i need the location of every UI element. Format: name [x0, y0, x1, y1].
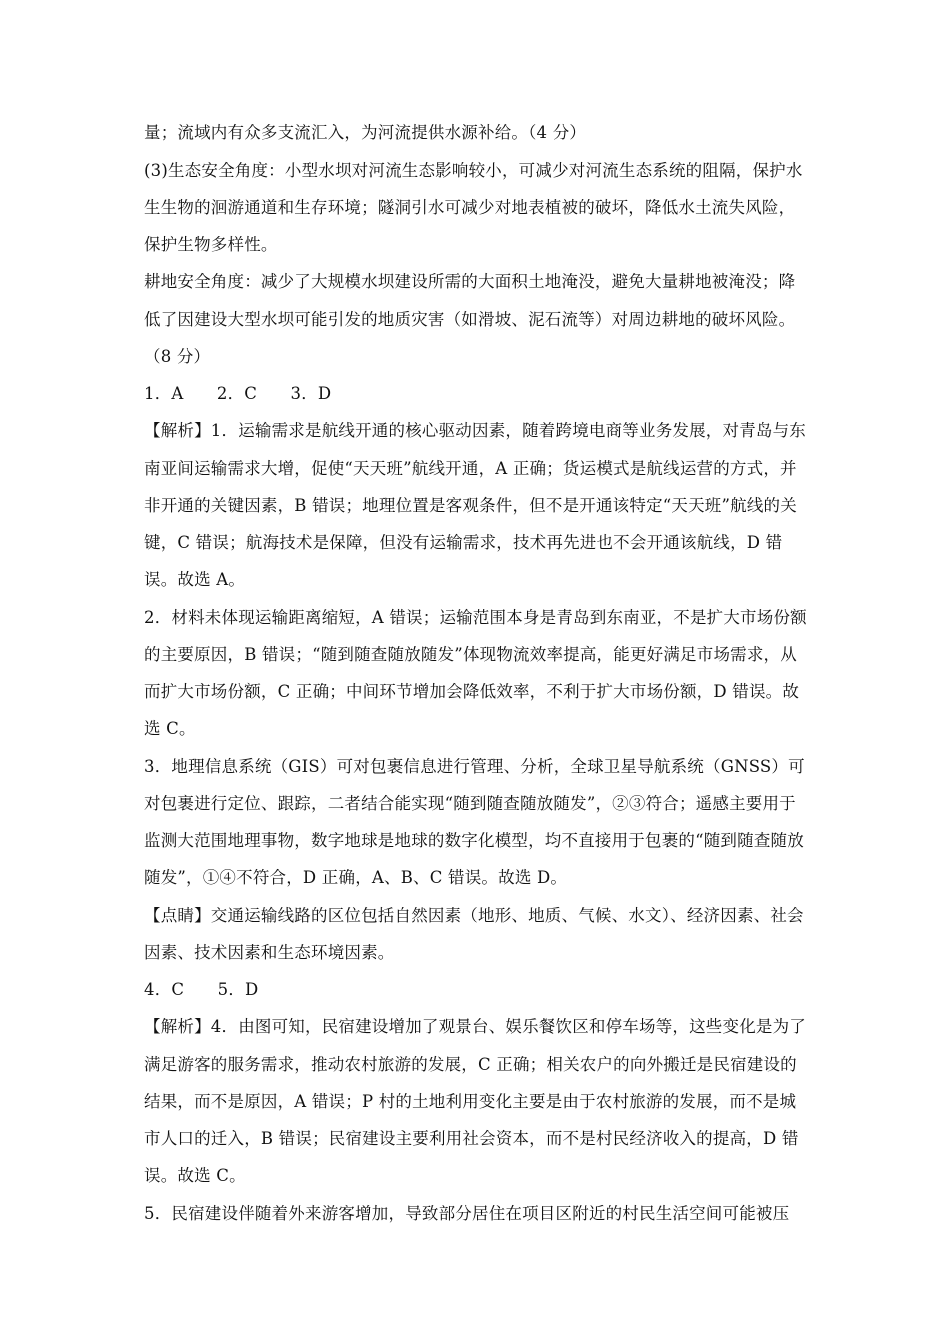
text-line: 南亚间运输需求大增，促使“天天班”航线开通，A 正确；货运模式是航线运营的方式，并 — [144, 459, 797, 478]
text-line: 因素、技术因素和生态环境因素。 — [144, 943, 395, 962]
text-line: 市人口的迁入，B 错误；民宿建设主要利用社会资本，而不是村民经济收入的提高，D 错 — [144, 1129, 799, 1148]
text-line: （8 分） — [144, 347, 211, 366]
text-line: 误。故选 C。 — [144, 1166, 246, 1185]
text-line: 【解析】1．运输需求是航线开通的核心驱动因素，随着跨境电商等业务发展，对青岛与东 — [144, 421, 806, 440]
text-line: 结果，而不是原因，A 错误；P 村的土地利用变化主要是由于农村旅游的发展，而不是城 — [144, 1092, 797, 1111]
text-line: 监测大范围地理事物，数字地球是地球的数字化模型，均不直接用于包裹的“随到随查随放 — [144, 831, 804, 850]
text-line: 低了因建设大型水坝可能引发的地质灾害（如滑坡、泥石流等）对周边耕地的破坏风险。 — [144, 310, 796, 329]
text-line: 保护生物多样性。 — [144, 235, 278, 254]
answer-line: 4．C 5．D — [144, 980, 259, 999]
text-line: 生生物的洄游通道和生存环境；隧洞引水可减少对地表植被的破坏，降低水土流失风险， — [144, 198, 796, 217]
text-line: 误。故选 A。 — [144, 570, 246, 589]
text-line: 非开通的关键因素，B 错误；地理位置是客观条件，但不是开通该特定“天天班”航线的关 — [144, 496, 797, 515]
text-line: (3)生态安全角度：小型水坝对河流生态影响较小，可减少对河流生态系统的阻隔，保护水 — [144, 161, 803, 180]
text-line: 满足游客的服务需求，推动农村旅游的发展，C 正确；相关农户的向外搬迁是民宿建设的 — [144, 1055, 797, 1074]
text-line: 耕地安全角度：减少了大规模水坝建设所需的大面积土地淹没，避免大量耕地被淹没；降 — [144, 272, 796, 291]
text-line: 选 C。 — [144, 719, 196, 738]
text-line: 2．材料未体现运输距离缩短，A 错误；运输范围本身是青岛到东南亚，不是扩大市场份额 — [144, 608, 807, 627]
answer-line: 1．A 2．C 3．D — [144, 384, 332, 403]
text-line: 对包裹进行定位、跟踪，二者结合能实现“随到随查随放随发”，②③符合；遥感主要用于 — [144, 794, 796, 813]
text-line: 【解析】4．由图可知，民宿建设增加了观景台、娱乐餐饮区和停车场等，这些变化是为了 — [144, 1017, 806, 1036]
text-line: 随发”，①④不符合，D 正确，A、B、C 错误。故选 D。 — [144, 868, 568, 887]
text-line: 5．民宿建设伴随着外来游客增加，导致部分居住在项目区附近的村民生活空间可能被压 — [144, 1204, 790, 1223]
text-line: 的主要原因，B 错误；“随到随查随放随发”体现物流效率提高，能更好满足市场需求，从 — [144, 645, 797, 664]
text-line: 而扩大市场份额，C 正确；中间环节增加会降低效率，不利于扩大市场份额，D 错误。故 — [144, 682, 800, 701]
text-line: 量；流域内有众多支流汇入，为河流提供水源补给。（4 分） — [144, 123, 587, 142]
text-line: 【点睛】交通运输线路的区位包括自然因素（地形、地质、气候、水文）、经济因素、社会 — [144, 906, 804, 925]
text-line: 键，C 错误；航海技术是保障，但没有运输需求，技术再先进也不会开通该航线，D 错 — [144, 533, 783, 552]
text-line: 3．地理信息系统（GIS）可对包裹信息进行管理、分析，全球卫星导航系统（GNSS）可 — [144, 757, 805, 776]
